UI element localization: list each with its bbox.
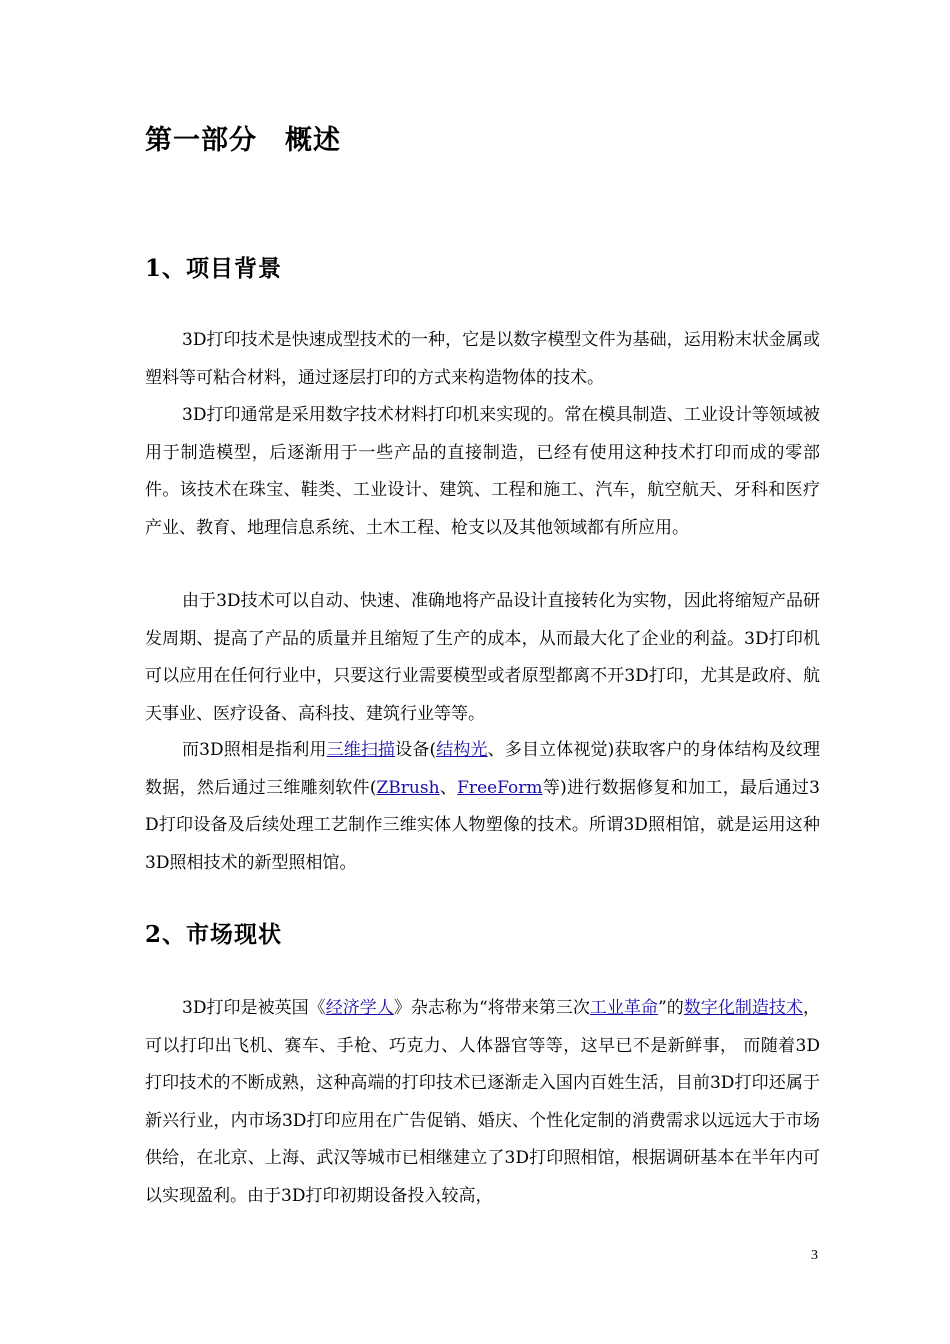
text-run: 》杂志称为“将带来第三次 (393, 998, 590, 1018)
link-economist[interactable]: 经济学人 (325, 998, 394, 1018)
link-freeform[interactable]: FreeForm (457, 777, 543, 798)
paragraph-market-1 (145, 990, 820, 1215)
paragraph-background-4 (145, 732, 820, 882)
paragraph-background-1: 3D打印技术是快速成型技术的一种，它是以数字模型文件为基础，运用粉末状金属或塑料等可粘合材料，通过逐层打印的方式来构造物体的技术。 (145, 330, 820, 388)
text-run: ”的 (658, 998, 684, 1018)
part-title: 第一部分 概述 (145, 125, 341, 156)
text-run: 设备( (395, 740, 437, 760)
link-digital-manufacturing[interactable]: 数字化制造技术 (683, 998, 803, 1018)
paragraph-background-3: 由于3D技术可以自动、快速、准确地将产品设计直接转化为实物，因此将缩短产品研发周期、提高了产品的质量并且缩短了生产的成本，从而最大化了企业的利益。3D打印机可以应用在任何行业中，只要这行业需要模型或者原型都离不开3D打印，尤其是政府、航天事业、医疗设备、高科技、建筑行业等等。 (145, 591, 820, 724)
section-title-market: 2、市场现状 (145, 921, 283, 948)
text-run: 、多目立体视觉)获取客户的身体结构及纹理数据，然后通过三维雕刻软件( (145, 740, 821, 798)
link-industrial-revolution[interactable]: 工业革命 (589, 998, 659, 1018)
text-run: 、 (439, 777, 458, 798)
text-run: 3D打印是被英国《 (182, 998, 326, 1018)
text-run: 等)进行数据修复和加工，最后通过3D打印设备及后续处理工艺制作三维实体人物塑像的技术。所谓3D照相馆，就是运用这种3D照相技术的新型照相馆。 (145, 777, 821, 873)
link-zbrush[interactable]: ZBrush (376, 777, 440, 798)
text-run: 而3D照相是指利用 (182, 740, 327, 760)
text-run: ，可以打印出飞机、赛车、手枪、巧克力、人体器官等等，这早已不是新鲜事， 而随着3D打印技术的不断成熟，这种高端的打印技术已逐渐走入国内百姓生活，目前3D打印还属于新兴行业，内市场3D打印应用在广告促销、婚庆、个性化定制的消费需求以远远大于市场供给，在北京、上海、武汉等城市已相继建立了3D打印照相馆，根据调研基本在半年内可以实现盈利。由于3D打印初期设备投入较高， (145, 998, 820, 1206)
paragraph-background-2: 3D打印通常是采用数字技术材料打印机来实现的。常在模具制造、工业设计等领域被用于制造模型，后逐渐用于一些产品的直接制造，已经有使用这种技术打印而成的零部件。该技术在珠宝、鞋类、工业设计、建筑、工程和施工、汽车，航空航天、牙科和医疗产业、教育、地理信息系统、土木工程、枪支以及其他领域都有所应用。 (145, 405, 820, 538)
page-number: 3 (811, 1248, 818, 1263)
link-structured-light[interactable]: 结构光 (436, 740, 488, 760)
section-title-background: 1、项目背景 (145, 255, 283, 282)
link-3d-scanning[interactable]: 三维扫描 (326, 740, 396, 760)
